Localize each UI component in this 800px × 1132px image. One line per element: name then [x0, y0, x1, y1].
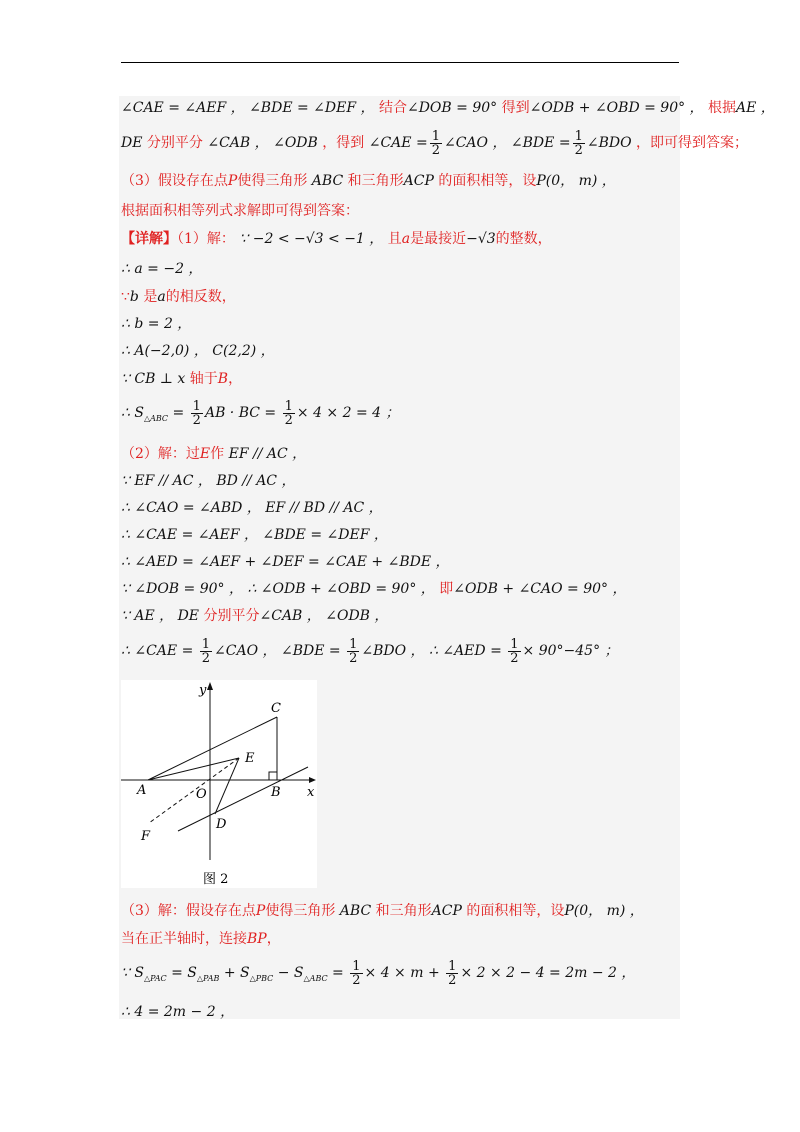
text-line-5: 【详解】（1）解： ∵ −2 < −√3 < −1 ， 且a是最接近−√3的整数， [121, 231, 552, 247]
math: ∠BDE = [510, 135, 571, 151]
text-line-3: （3）假设存在点P使得三角形 ABC 和三角形ACP 的面积相等，设P(0， m) ， [121, 173, 616, 189]
label-O: O [196, 787, 207, 802]
text-line-4: 根据面积相等列式求解即可得到答案： [121, 203, 359, 219]
label-y: y [199, 683, 207, 698]
math: ∠CAE = ∠AEF ， ∠BDE = ∠DEF ， [121, 100, 375, 116]
text: 结合 [378, 100, 407, 116]
text-line-15: ∴ ∠CAE = ∠AEF ， ∠BDE = ∠DEF ， [121, 527, 388, 543]
text-line-19: ∴ ∠CAE = $\frac{1}{2}$ ∠CAO ， ∠BDE = $\frac{1}{2}$ ∠BDO ， ∴ ∠AED = $\frac{1}{2}$ × 90°−45° ； [121, 636, 619, 666]
math: ∠CAB ， ∠ODB [207, 135, 318, 151]
fraction: $\frac{1}{2}$ [192, 398, 201, 428]
header-rule [121, 62, 679, 63]
text-line-2 [121, 128, 748, 158]
text-line-11: ∴ $S_{\triangle ABC}$ = $\frac{1}{2}$ AB · BC = $\frac{1}{2}$ × 4 × 2 = 4 ； [121, 398, 400, 428]
fraction: $\frac{1}{2}$ [284, 398, 293, 428]
math: ∠DOB = 90° [406, 100, 498, 116]
figure-svg [121, 680, 317, 888]
fraction: $\frac{1}{2}$ [431, 128, 440, 158]
text-line-8: ∴ b = 2 ， [121, 316, 192, 332]
fraction: $\frac{1}{2}$ [352, 958, 361, 988]
text-line-12: （2）解：过E作 EF // AC ， [121, 446, 307, 462]
text-line-9: ∴ A(−2,0) ， C(2,2) ， [121, 343, 275, 359]
fraction: $\frac{1}{2}$ [349, 636, 358, 666]
fraction: $\frac{1}{2}$ [448, 958, 457, 988]
y-axis-arrow [207, 682, 213, 690]
math: ∠BDO [586, 135, 632, 151]
x-axis-arrow [309, 777, 316, 783]
label-E: E [245, 751, 255, 766]
fraction: $\frac{1}{2}$ [510, 636, 519, 666]
math: ∠CAO ， [443, 135, 507, 151]
right-angle-mark [269, 772, 277, 780]
text-line-6: ∴ a = −2 ， [121, 261, 203, 277]
label-B: B [271, 785, 281, 800]
text: 根据 [708, 100, 737, 116]
math: DE [121, 135, 143, 151]
text-line-21: 当在正半轴时，连接BP， [121, 931, 281, 947]
text: 得到 [501, 100, 530, 116]
math: ∠CAE = [368, 135, 428, 151]
text-line-1 [121, 99, 775, 117]
label-C: C [271, 701, 281, 716]
fraction: $\frac{1}{2}$ [574, 128, 583, 158]
text-line-23: ∴ 4 = 2m − 2 ， [121, 1004, 235, 1020]
segment-AC [148, 717, 277, 780]
text-line-13: ∵ EF // AC ， BD // AC ， [121, 473, 296, 489]
label-x: x [307, 785, 315, 800]
text-line-16: ∴ ∠AED = ∠AEF + ∠DEF = ∠CAE + ∠BDE ， [121, 554, 450, 570]
label-D: D [216, 817, 227, 832]
segment-AE [148, 758, 239, 780]
figure-caption: 图 2 [203, 872, 229, 887]
text-line-20: （3）解：假设存在点P使得三角形 ABC 和三角形ACP 的面积相等，设P(0， m) ， [121, 903, 644, 919]
geometry-figure [121, 680, 317, 888]
text-line-7: ∵b 是a的相反数， [121, 289, 236, 305]
text: ，得到 [322, 135, 365, 151]
fraction: $\frac{1}{2}$ [201, 636, 211, 666]
text: 分别平分 [146, 135, 203, 151]
text-line-22: ∵ $S_{\triangle PAC} = S_{\triangle PAB} + S_{\triangle PBC} - S_{\triangle ABC}$ = $\frac{1}{2}$ × 4 × m + $\frac{1}{2}$ × 2 × 2 − 4 = 2m − 2 ， [121, 958, 636, 988]
text-line-17: ∵ ∠DOB = 90° ， ∴ ∠ODB + ∠OBD = 90° ， 即∠ODB + ∠CAO = 90° ， [121, 581, 627, 597]
text-line-14: ∴ ∠CAO = ∠ABD ， EF // BD // AC ， [121, 500, 383, 516]
label-A: A [137, 783, 147, 798]
label-F: F [141, 829, 151, 844]
text-line-10: ∵ CB ⊥ x 轴于B， [121, 371, 243, 387]
math: ∠ODB + ∠OBD = 90° ， [529, 100, 704, 116]
text-line-18: ∵ AE ， DE 分别平分∠CAB ， ∠ODB ， [121, 608, 389, 624]
math: AE ， [736, 100, 775, 116]
text: ，即可得到答案； [636, 135, 749, 151]
